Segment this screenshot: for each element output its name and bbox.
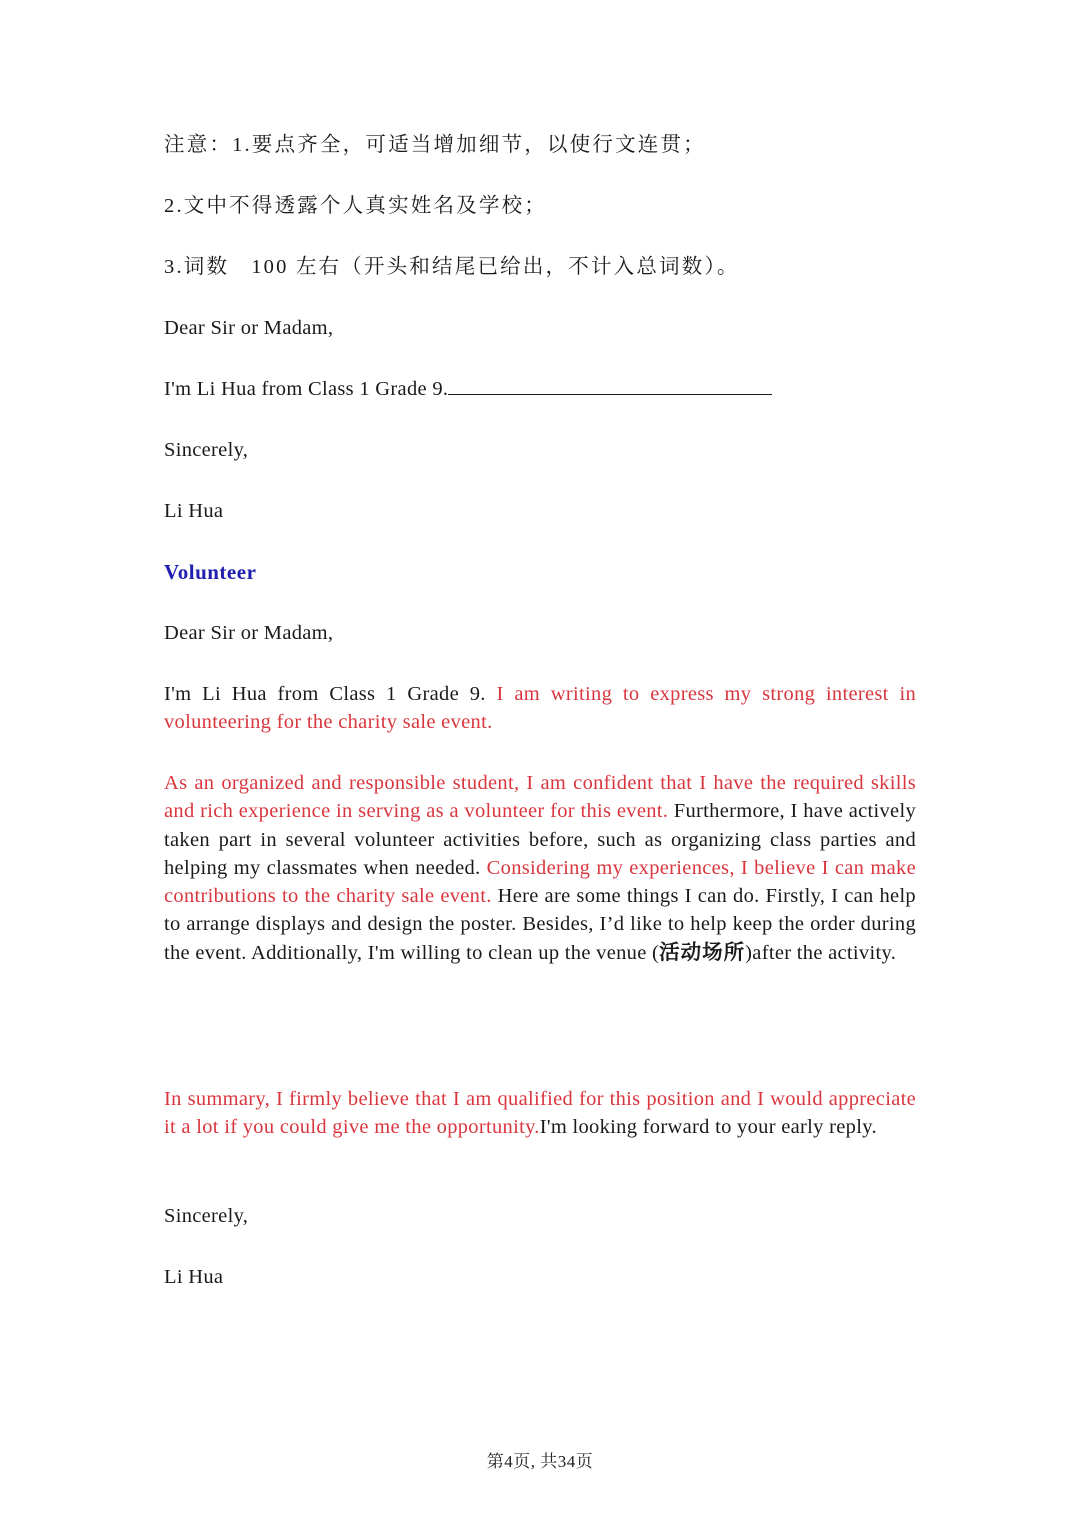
essay-greeting: Dear Sir or Madam,: [164, 622, 334, 644]
note-line-1: 注意：1.要点齐全，可适当增加细节，以使行文连贯；: [164, 134, 706, 156]
answer-blank: [448, 376, 772, 395]
p2-text-1: Furthermore, I have actively taken part in several volunteer activities before, such as organizing class parties and helping my classmates when needed.: [164, 800, 916, 879]
essay-paragraph-1: [164, 680, 916, 737]
template-closing: Sincerely,: [164, 439, 249, 461]
p1-highlight: I am writing to express my strong interest in volunteering for the charity sale event.: [164, 683, 916, 734]
essay-paragraph-2: [164, 769, 916, 967]
p3-highlight: In summary, I firmly believe that I am qualified for this position and I would appreciate it a lot if you could give me the opportunity.: [164, 1088, 916, 1139]
note-line-3: [164, 253, 740, 281]
essay-title: Volunteer: [164, 560, 257, 584]
essay-signature: Li Hua: [164, 1266, 224, 1288]
essay-paragraph-3: [164, 1085, 916, 1142]
note-line-3-text: 100 左右（开头和结尾已给出，不计入总词数）。: [251, 256, 740, 278]
p3-text: I'm looking forward to your early reply.: [539, 1116, 877, 1139]
template-greeting: Dear Sir or Madam,: [164, 317, 334, 339]
p2-text-3: )after the activity.: [745, 941, 897, 964]
template-intro-line: [164, 375, 772, 403]
page-number: 第4页, 共34页: [486, 1452, 594, 1471]
note-line-2: 2.文中不得透露个人真实姓名及学校；: [164, 195, 547, 217]
p2-highlight-2: Considering my experiences, I believe I can make contributions to the charity sale event.: [164, 856, 916, 908]
p2-chinese-gloss: 活动场所: [659, 941, 746, 964]
essay-closing: Sincerely,: [164, 1205, 249, 1227]
p2-highlight-1: As an organized and responsible student, I am confident that I have the required skills and rich experience in serving as a volunteer for this event.: [164, 772, 916, 823]
p2-text-2: Here are some things I can do. Firstly, I can help to arrange displays and design the poster. Besides, I’d like to help keep the order during the event. Additionally, I'm willing to clean up the venue (: [164, 885, 916, 964]
template-signature: Li Hua: [164, 500, 224, 522]
template-intro: I'm Li Hua from Class 1 Grade 9.: [164, 378, 449, 400]
note-line-3-label: 3.词数: [164, 256, 230, 278]
p1-text: I'm Li Hua from Class 1 Grade 9.: [164, 683, 497, 705]
